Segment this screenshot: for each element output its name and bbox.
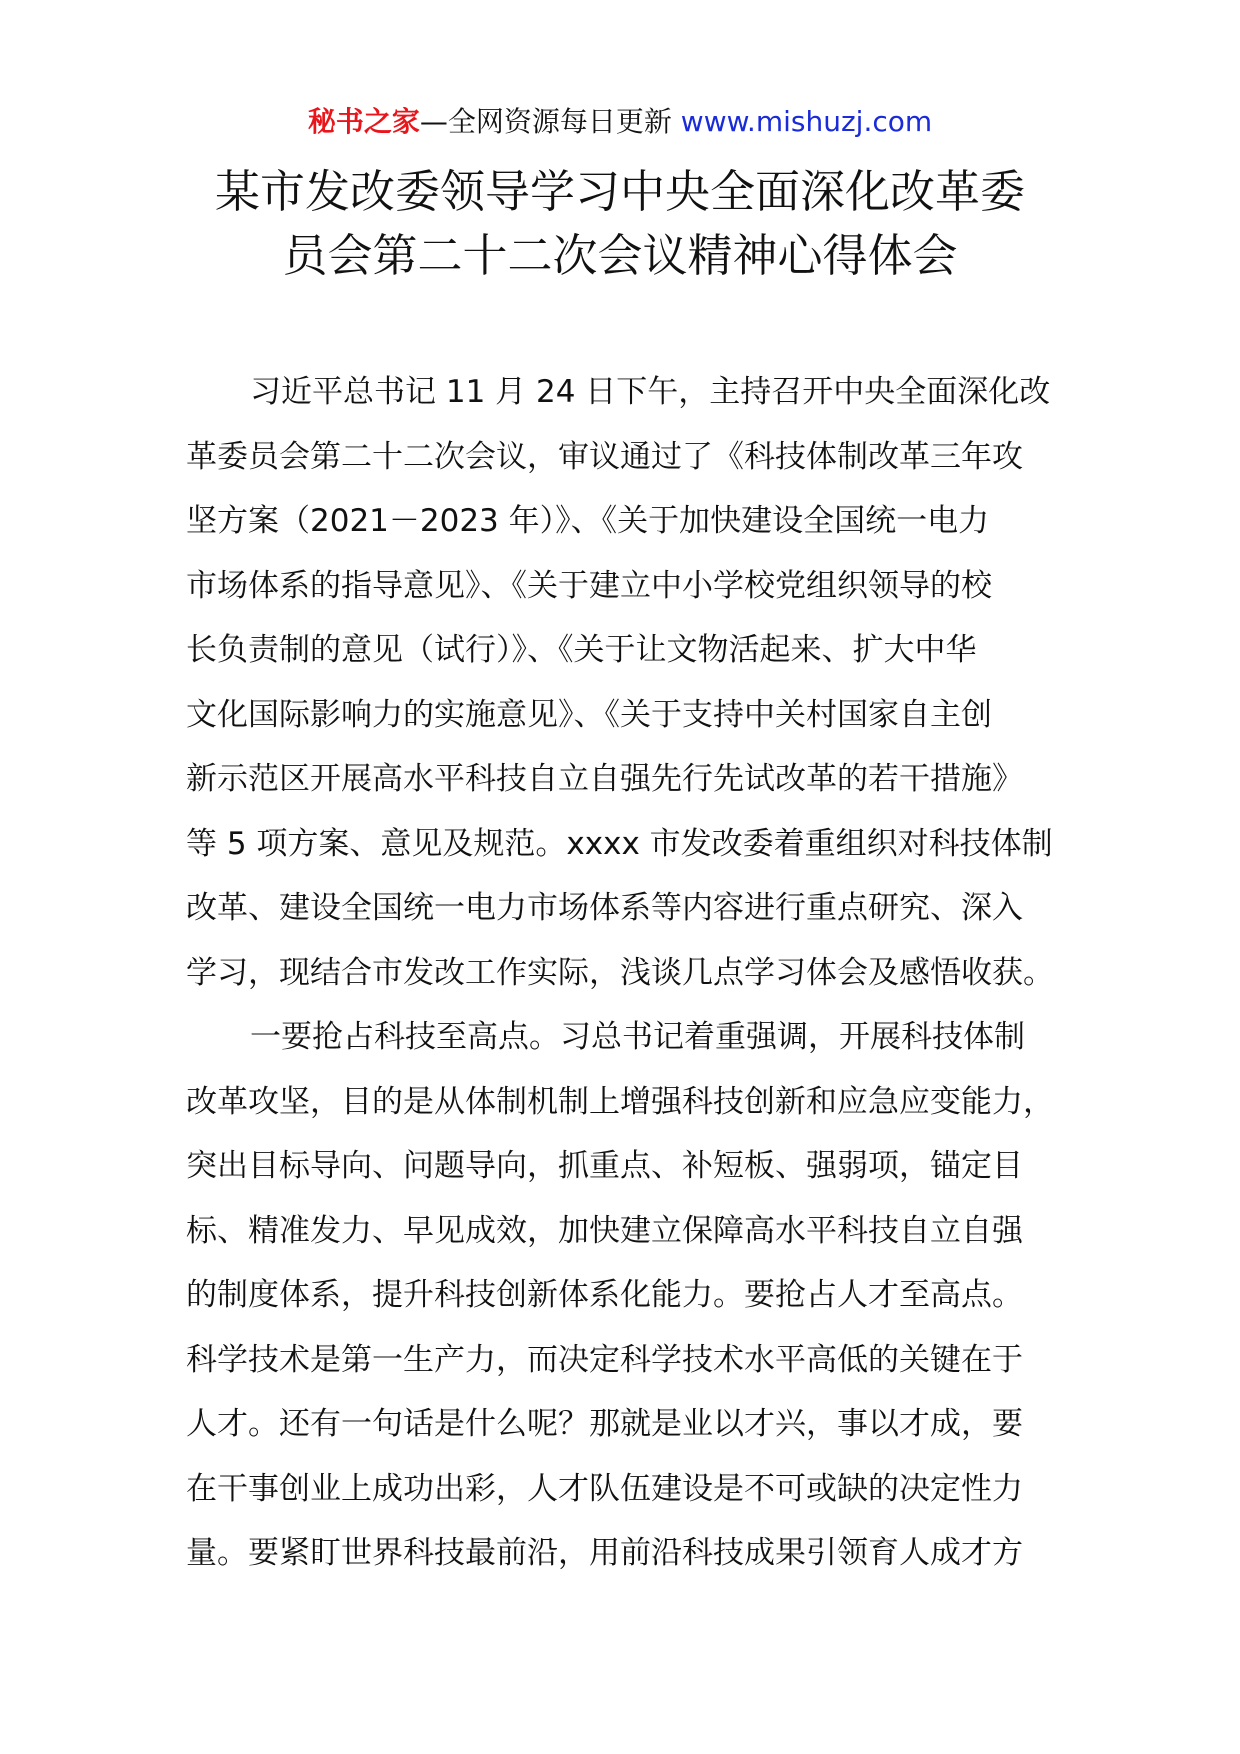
document-title: [140, 160, 1100, 288]
paragraph-2-line: 标、精准发力、早见成效，加快建立保障高水平科技自立自强: [186, 1212, 1023, 1249]
paragraph-2-line: 人才。还有一句话是什么呢？那就是业以才兴，事以才成，要: [186, 1406, 1023, 1442]
paragraph-2-line: 量。要紧盯世界科技最前沿，用前沿科技成果引领育人成才方: [186, 1535, 1023, 1571]
paragraph-1-line: 坚方案（2021－2023 年）》、《关于加快建设全国统一电力: [186, 503, 990, 539]
title-line-2: 员会第二十二次会议精神心得体会: [282, 229, 958, 282]
banner-tagline: —全网资源每日更新: [419, 105, 672, 138]
website-link[interactable]: www.mishuzj.com: [680, 105, 933, 138]
paragraph-1-line: 习近平总书记 11 月 24 日下午，主持召开中央全面深化改: [250, 374, 1051, 410]
paragraph-1-line: 新示范区开展高水平科技自立自强先行先试改革的若干措施》: [186, 761, 1023, 797]
document-body: [186, 360, 1086, 1586]
title-line-1: 某市发改委领导学习中央全面深化改革委: [214, 165, 1025, 218]
site-banner: [0, 102, 1240, 142]
paragraph-1-line: 长负责制的意见（试行）》、《关于让文物活起来、扩大中华: [186, 632, 977, 668]
paragraph-1-line: 等 5 项方案、意见及规范。xxxx 市发改委着重组织对科技体制: [186, 825, 1053, 862]
paragraph-1-line: 文化国际影响力的实施意见》、《关于支持中关村国家自主创: [186, 696, 992, 733]
paragraph-1-line: 学习，现结合市发改工作实际，浅谈几点学习体会及感悟收获。: [186, 954, 1054, 991]
paragraph-2-line: 科学技术是第一生产力，而决定科学技术水平高低的关键在于: [186, 1341, 1023, 1378]
paragraph-2-line: 在干事创业上成功出彩，人才队伍建设是不可或缺的决定性力: [186, 1470, 1023, 1507]
paragraph-1-line: 革委员会第二十二次会议，审议通过了《科技体制改革三年攻: [186, 438, 1023, 475]
paragraph-2-line: 改革攻坚，目的是从体制机制上增强科技创新和应急应变能力，: [186, 1083, 1054, 1120]
paragraph-2-line: 突出目标导向、问题导向，抓重点、补短板、强弱项，锚定目: [186, 1148, 1023, 1184]
paragraph-1-line: 市场体系的指导意见》、《关于建立中小学校党组织领导的校: [186, 567, 992, 604]
paragraph-1-line: 改革、建设全国统一电力市场体系等内容进行重点研究、深入: [186, 890, 1023, 926]
brand-name: 秘书之家: [307, 105, 420, 138]
paragraph-2-line: 的制度体系，提升科技创新体系化能力。要抢占人才至高点。: [186, 1277, 1023, 1313]
paragraph-2-line: 一要抢占科技至高点。习总书记着重强调，开展科技体制: [250, 1019, 1025, 1055]
